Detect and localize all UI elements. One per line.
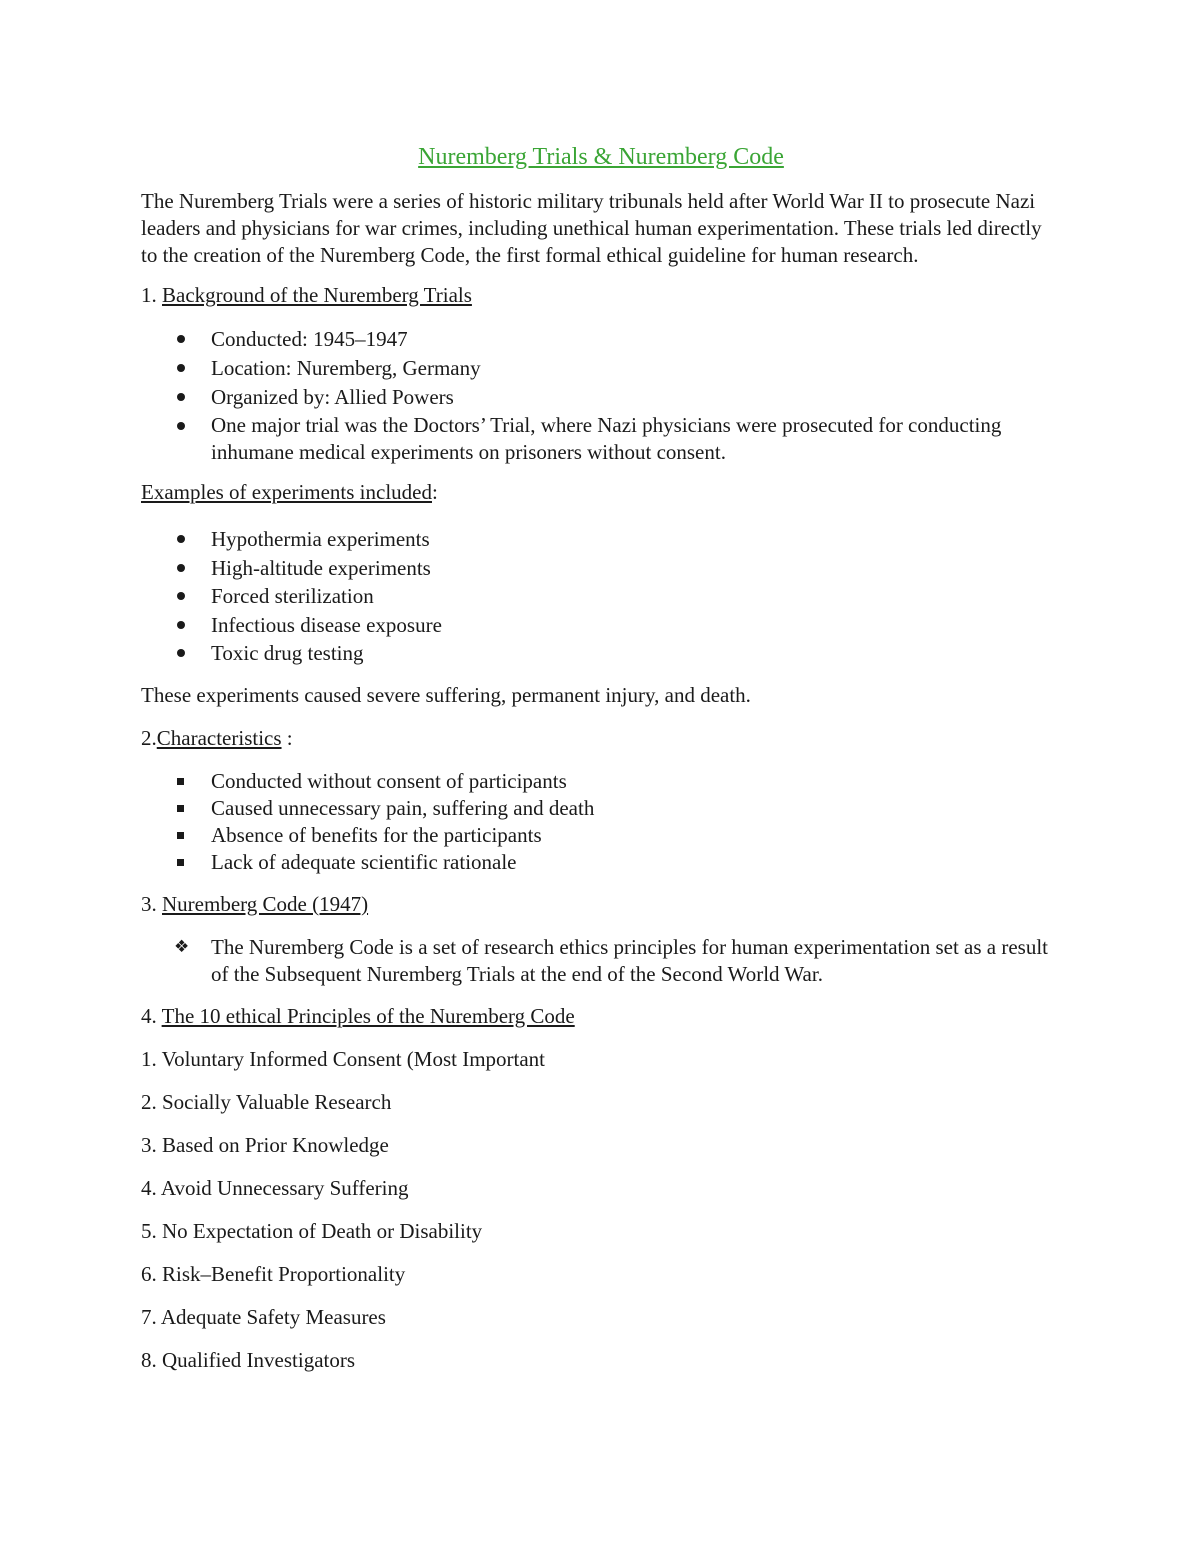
list-item-text: The Nuremberg Code is a set of research ethics principles for human experimentation set as a result of the Subsequent Nuremberg Trials at the end of the Second World War.: [211, 934, 1048, 986]
section-2-heading: [141, 725, 1061, 752]
principle-item: 5. No Expectation of Death or Disability: [141, 1218, 483, 1243]
examples-suffix: :: [432, 480, 438, 504]
background-list: [141, 325, 1061, 466]
section-2-number: 2.: [141, 725, 157, 750]
list-item: Organized by: Allied Powers: [141, 383, 1061, 412]
experiments-list: [141, 525, 1061, 668]
list-item: [141, 934, 1061, 988]
section-4-title: The 10 ethical Principles of the Nuremberg Code: [161, 1003, 575, 1028]
section-3-title: Nuremberg Code (1947): [162, 891, 369, 916]
principle-item: 3. Based on Prior Knowledge: [141, 1132, 389, 1157]
list-item: Infectious disease exposure: [141, 611, 1061, 640]
list-item: Conducted without consent of participants: [141, 768, 1061, 795]
nuremberg-code-list: [141, 934, 1061, 988]
list-item: High-altitude experiments: [141, 554, 1061, 583]
section-1-number: 1.: [141, 283, 162, 307]
section-4-number: 4.: [141, 1003, 162, 1028]
section-3-number: 3.: [141, 891, 162, 916]
principle-item: 4. Avoid Unnecessary Suffering: [141, 1175, 409, 1200]
principle-item: 7. Adequate Safety Measures: [141, 1304, 386, 1329]
list-item: Conducted: 1945–1947: [141, 325, 1061, 354]
list-item: Forced sterilization: [141, 582, 1061, 611]
section-1-heading: [141, 282, 1061, 309]
section-2-suffix: :: [281, 725, 293, 750]
document-title: Nuremberg Trials & Nuremberg Code: [418, 144, 784, 170]
principle-item: 2. Socially Valuable Research: [141, 1089, 392, 1114]
list-item: One major trial was the Doctors’ Trial, where Nazi physicians were prosecuted for conducting inhumane medical experiments on prisoners without consent.: [141, 412, 1061, 466]
list-item: Toxic drug testing: [141, 639, 1061, 668]
examples-heading: [141, 479, 1061, 506]
intro-paragraph: The Nuremberg Trials were a series of historic military tribunals held after World War II to prosecute Nazi leaders and physicians for war crimes, including unethical human experimentation. These trials led directly to the creation of the Nuremberg Code, the first formal ethical guideline for human research.: [141, 189, 1042, 267]
list-item: Hypothermia experiments: [141, 525, 1061, 554]
list-item: Caused unnecessary pain, suffering and death: [141, 795, 1061, 822]
principle-item: 6. Risk–Benefit Proportionality: [141, 1261, 406, 1286]
examples-title: Examples of experiments included: [141, 480, 432, 504]
document-page: [141, 140, 1061, 1390]
characteristics-list: [141, 768, 1061, 876]
diamond-star-icon: ❖: [174, 936, 190, 957]
section-2-title: Characteristics: [156, 725, 282, 750]
section-4-heading: [141, 1003, 1061, 1030]
section-3-heading: [141, 891, 1061, 918]
principle-item: 8. Qualified Investigators: [141, 1347, 356, 1372]
principle-item: 1. Voluntary Informed Consent (Most Important: [141, 1046, 546, 1071]
consequence-text: These experiments caused severe suffering, permanent injury, and death.: [141, 682, 751, 707]
list-item: Lack of adequate scientific rationale: [141, 849, 1061, 876]
list-item: Location: Nuremberg, Germany: [141, 354, 1061, 383]
list-item: Absence of benefits for the participants: [141, 822, 1061, 849]
section-1-title: Background of the Nuremberg Trials: [162, 283, 472, 307]
